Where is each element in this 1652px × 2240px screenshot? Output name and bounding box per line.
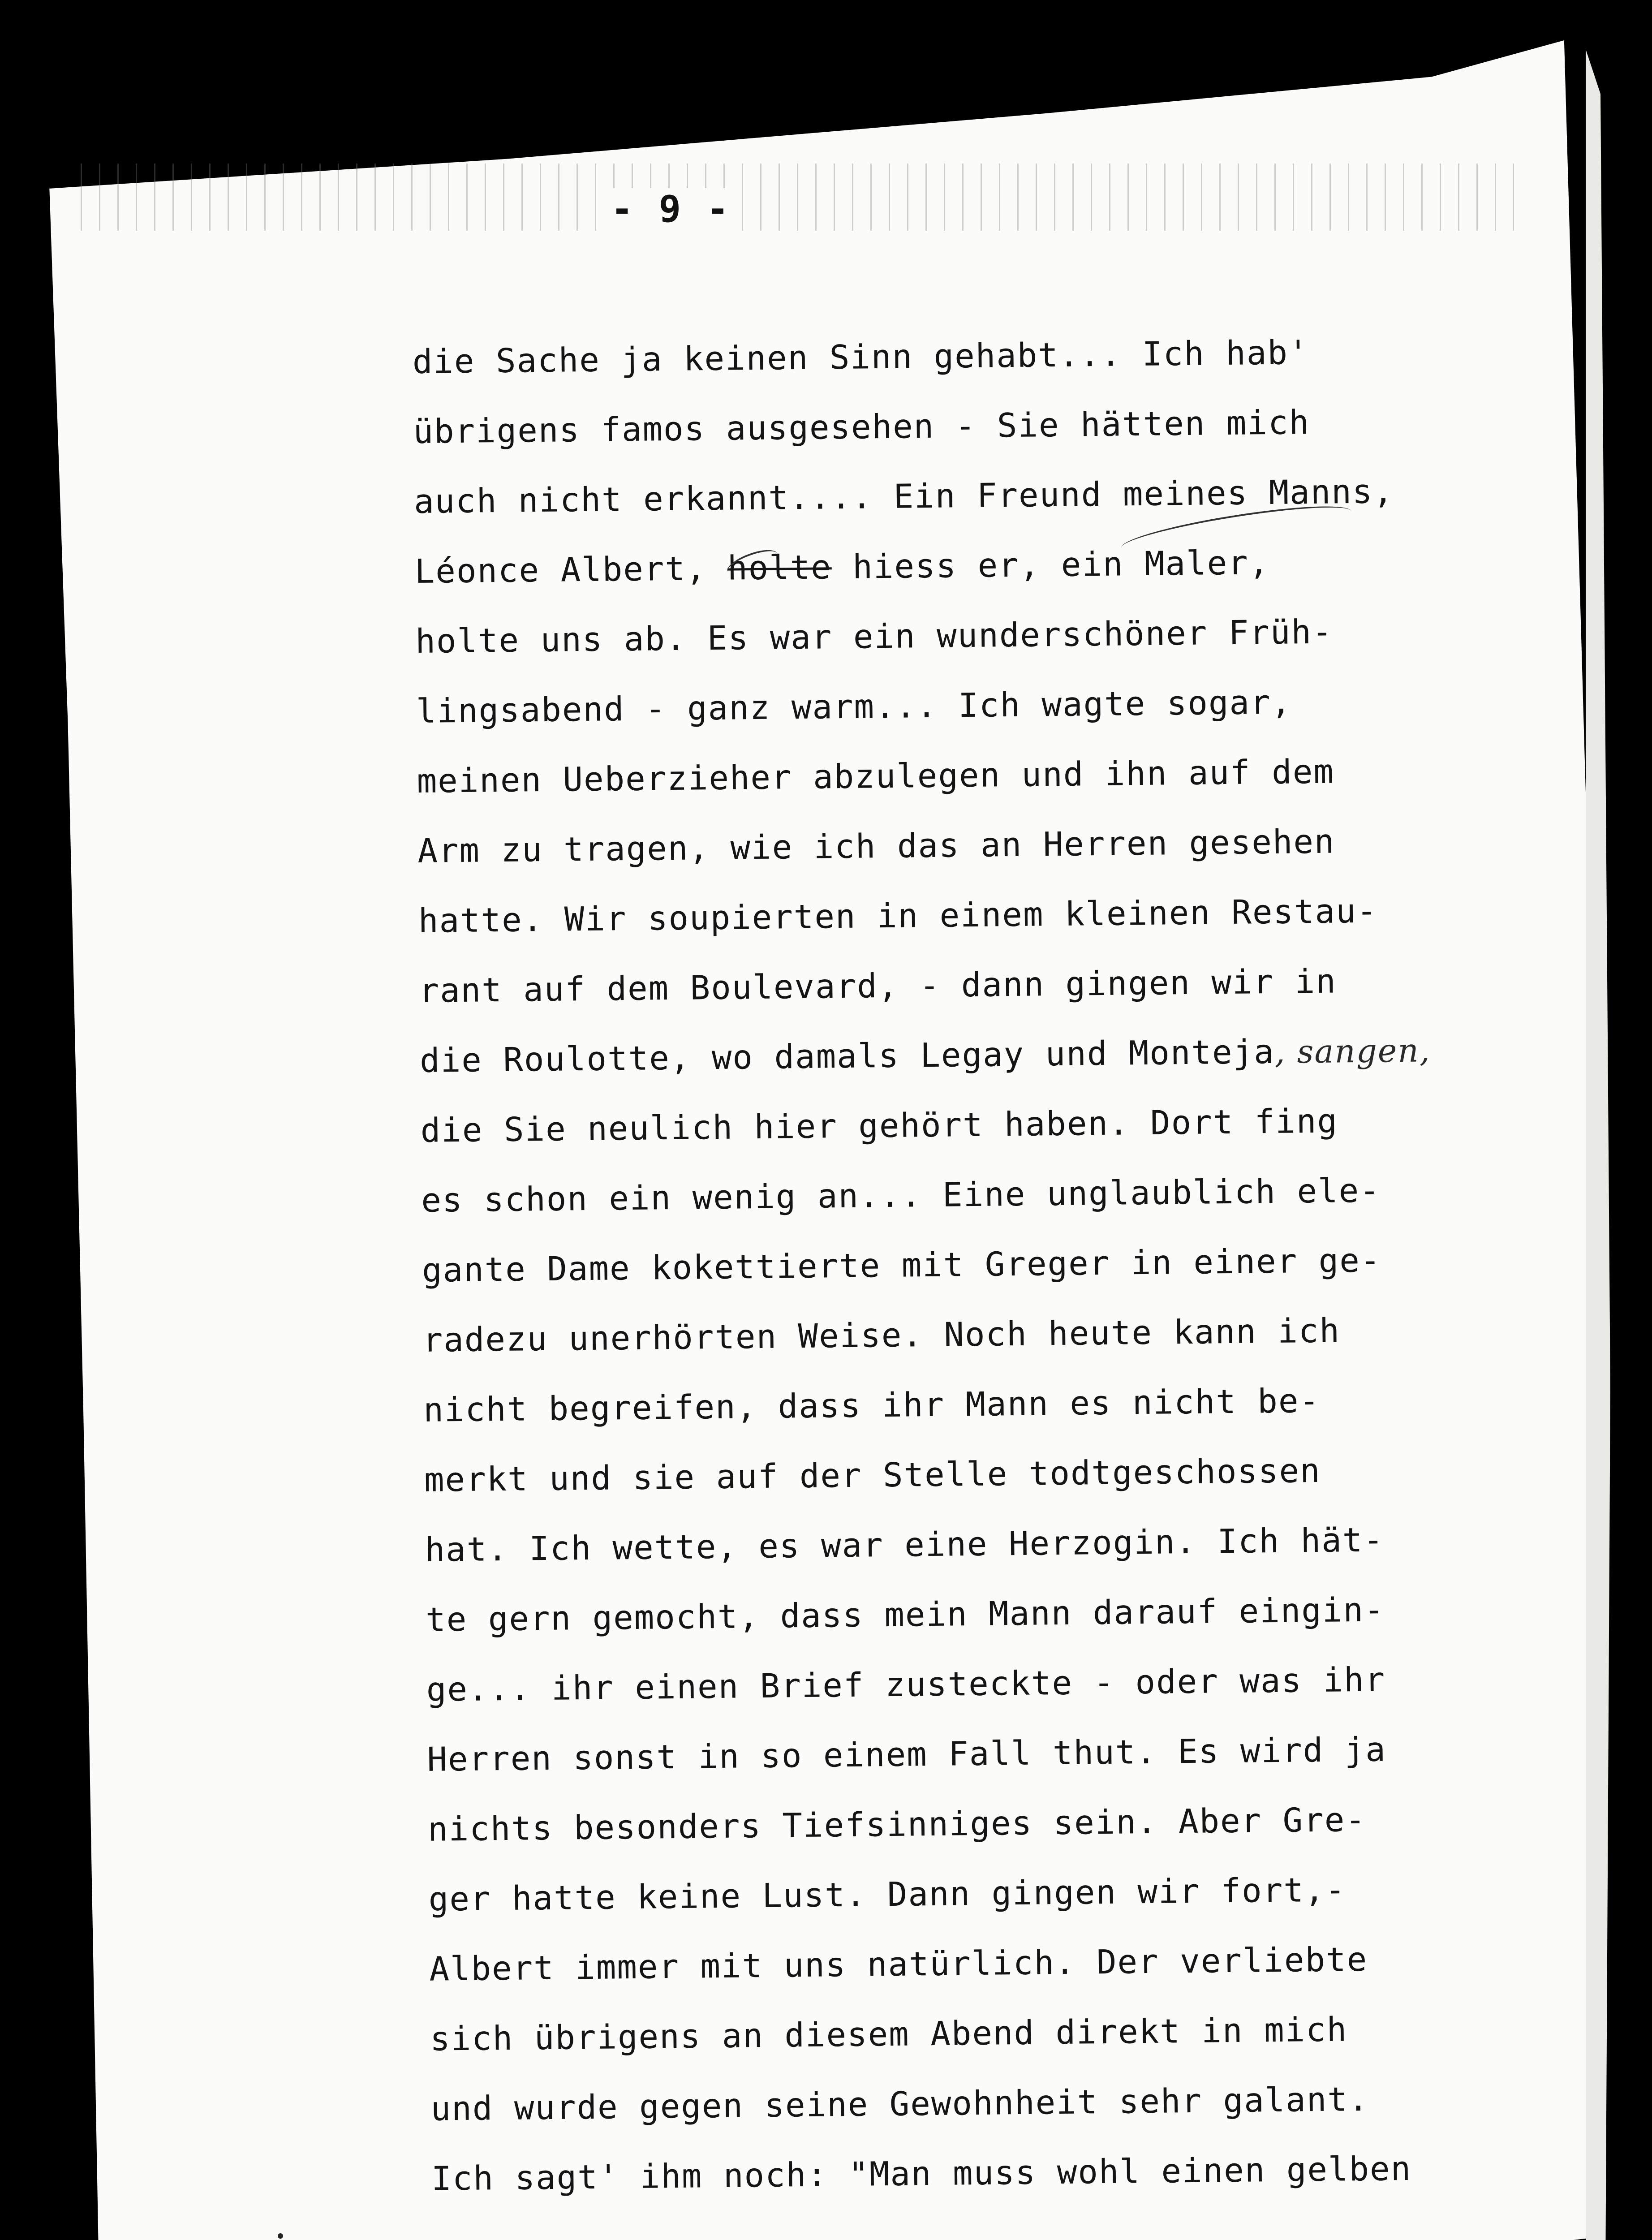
text-line: übrigens famos ausgesehen - Sie hätten mich [413,403,1310,451]
text-line: hatte. Wir soupierten in einem kleinen Restau- [418,892,1378,940]
text-line: te gern gemocht, dass mein Mann darauf eingin- [425,1590,1385,1639]
text-line: gante Dame kokettierte mit Greger in einer ge- [422,1241,1381,1290]
text-line [419,1015,1495,1096]
text-line: auch nicht erkannt.... Ein Freund meines Manns, [413,472,1394,521]
text-line: ger hatte keine Lust. Dann gingen wir fort,- [428,1870,1347,1919]
page-number: - 9 - [600,188,741,231]
struck-word: holte [727,548,832,588]
text-line: hat. Ich wette, es war eine Herzogin. Ich hät- [425,1521,1385,1569]
text-line: und wurde gegen seine Gewohnheit sehr galant. [430,2080,1369,2128]
text-line: lingsabend - ganz warm... Ich wagte sogar, [416,683,1292,731]
text-line: Ich sagt' ihm noch: "Man muss wohl einen gelben [431,2149,1412,2198]
text-line: Herren sonst in so einem Fall thut. Es wird ja [427,1730,1387,1779]
text-line: meinen Ueberzieher abzulegen und ihn auf dem [417,752,1335,801]
text-line: radezu unerhörten Weise. Noch heute kann ich [422,1311,1341,1360]
text-line: Arm zu tragen, wie ich das an Herren gesehen [417,822,1335,870]
text-line [414,526,1490,607]
page-edge [1586,49,1610,2240]
text-line-rest: hiess er, ein Maler, [852,543,1270,586]
text-line-prefix: Léonce Albert, [414,549,707,591]
text-line: rant auf dem Boulevard, - dann gingen wir in [419,962,1337,1010]
text-line: die Sache ja keinen Sinn gehabt... Ich hab' [412,333,1309,381]
scanner-artifact [81,164,1514,231]
text-line: es schon ein wenig an... Eine unglaublich ele- [421,1171,1381,1220]
text-line: nichts besonders Tiefsinniges sein. Aber Gre- [427,1800,1367,1849]
handwritten-insertion: , sangen, [1274,1031,1431,1071]
ink-dot [278,2233,283,2239]
text-line: ge... ihr einen Brief zusteckte - oder was ihr [426,1660,1386,1709]
text-line: holte uns ab. Es war ein wunderschöner Früh- [415,612,1333,661]
text-line: die Sie neulich hier gehört haben. Dort fing [420,1102,1338,1150]
text-line: Albert immer mit uns natürlich. Der verliebte [429,1940,1368,1989]
text-line: merkt und sie auf der Stelle todtgeschossen [424,1451,1321,1499]
text-line: sich übrigens an diesem Abend direkt in mich [430,2010,1348,2059]
text-line-main: die Roulotte, wo damals Legay und Monteja [419,1032,1275,1080]
text-line: nicht begreifen, dass ihr Mann es nicht be- [423,1381,1321,1430]
typed-text-body [412,316,1507,2214]
